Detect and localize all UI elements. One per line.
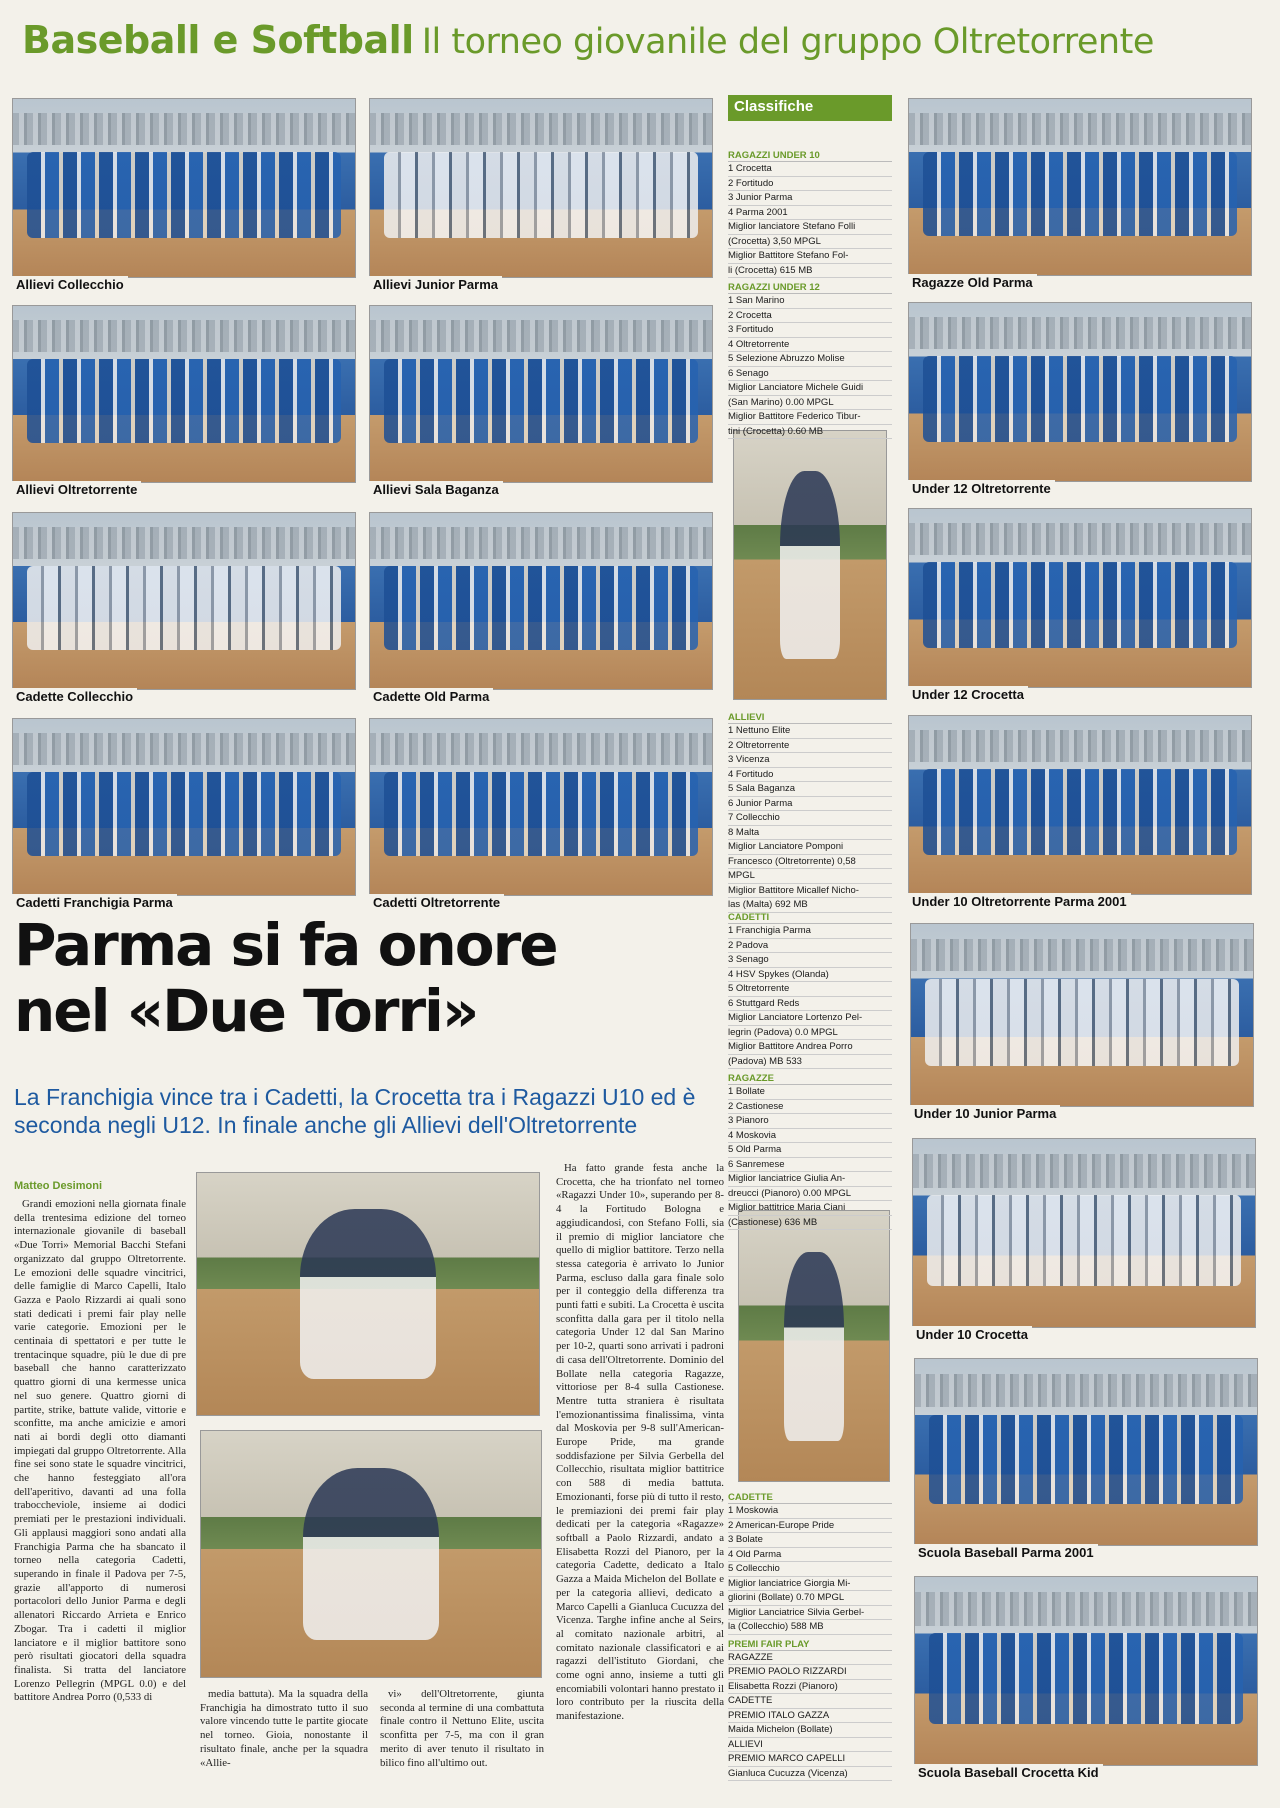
ranking-row: 4 Fortitudo [728,768,892,783]
photo-batter-swing [738,1210,890,1482]
ranking-row: 2 American-Europe Pride [728,1519,892,1534]
ranking-row: 7 Collecchio [728,811,892,826]
ranking-row: legrin (Padova) 0.0 MPGL [728,1026,892,1041]
photo-under-12-oltretorrente [908,302,1252,482]
classifiche-panel [728,95,892,121]
photo-allievi-collecchio [12,98,356,278]
caption-p15: Scuola Baseball Parma 2001 [914,1544,1098,1561]
photo-under-12-crocetta [908,508,1252,688]
header-title-bold: Baseball e Softball [22,18,414,62]
ranking-row: 5 Sala Baganza [728,782,892,797]
ranking-row: 3 Junior Parma [728,191,892,206]
caption-p10: Cadetti Franchigia Parma [12,894,177,911]
photo-ragazze-old-parma [908,98,1252,276]
ranking-row: 5 Selezione Abruzzo Molise [728,352,892,367]
photo-allievi-junior-parma [369,98,713,278]
ranking-row: 6 Junior Parma [728,797,892,812]
article-col2-text: media battuta). Ma la squadra della Franchigia ha dimostrato tutto il suo valore vincendo tutte le partite giocate nel torneo. Gioia, nonostante il risultato finale, anche per la squadra «Allie- [200,1688,368,1769]
caption-p9: Under 12 Crocetta [908,686,1028,703]
classifiche-ragazzi-u10-u12 [728,146,892,439]
ranking-row: 4 Moskovia [728,1129,892,1144]
caption-p14: Under 10 Crocetta [912,1326,1032,1343]
photo-under-10-junior-parma [910,923,1254,1107]
ranking-row: 1 Franchigia Parma [728,924,892,939]
ranking-row: (Padova) MB 533 [728,1055,892,1070]
ranking-row: 6 Stuttgard Reds [728,997,892,1012]
ranking-row: Miglior Lanciatore Michele Guidi [728,381,892,396]
classifiche-cadette-fairplay [728,1488,892,1781]
caption-p8: Cadette Old Parma [369,688,493,705]
photo-scuola-baseball-parma-2001 [914,1358,1258,1546]
photo-scuola-baseball-crocetta-kid [914,1576,1258,1766]
ranking-row: CADETTE [728,1694,892,1709]
caption-p5: Allievi Sala Baganza [369,481,503,498]
ranking-row: 6 Sanremese [728,1158,892,1173]
caption-p13: Under 10 Junior Parma [910,1105,1060,1122]
ranking-row: Miglior Battitore Stefano Fol- [728,249,892,264]
ranking-row: 3 Bolate [728,1533,892,1548]
headline-line-1: Parma si fa onore [14,911,557,979]
article-col3-text: vi» dell'Oltretorrente, giunta seconda al termine di una combattuta finale contro il Nettuno Elite, uscita sconfitta per 7-5, ma con il gran merito di aver tenuto il risultato in bilico fino all'ultimo out. [380,1688,544,1769]
caption-p11: Cadetti Oltretorrente [369,894,504,911]
caption-p2: Allievi Junior Parma [369,276,502,293]
section-ragazzi_u10: RAGAZZI UNDER 10 [728,150,892,162]
ranking-row: 5 Old Parma [728,1143,892,1158]
classifiche-allievi [728,708,892,913]
photo-cadette-collecchio [12,512,356,690]
ranking-row: 3 Vicenza [728,753,892,768]
ranking-row: Maida Michelon (Bollate) [728,1723,892,1738]
ranking-row: Elisabetta Rozzi (Pianoro) [728,1680,892,1695]
ranking-row: 1 Nettuno Elite [728,724,892,739]
ranking-row: Miglior lanciatrice Giulia An- [728,1172,892,1187]
ranking-row: 5 Oltretorrente [728,982,892,997]
article-headline [14,912,734,1044]
ranking-row: ALLIEVI [728,1738,892,1753]
ranking-row: Miglior lanciatrice Giorgia Mi- [728,1577,892,1592]
photo-play-at-base [196,1172,540,1416]
ranking-row: (Crocetta) 3,50 MPGL [728,235,892,250]
section-header [22,18,1262,78]
ranking-row: 2 Crocetta [728,309,892,324]
ranking-row: Miglior Lanciatore Lortenzo Pel- [728,1011,892,1026]
photo-batter-due-torri [733,430,887,700]
ranking-row: li (Crocetta) 615 MB [728,264,892,279]
photo-under-10-oltretorrente-parma-2001 [908,715,1252,895]
ranking-row: la (Collecchio) 588 MB [728,1620,892,1635]
section-ragazzi_u12: RAGAZZI UNDER 12 [728,282,892,294]
ranking-row: 8 Malta [728,826,892,841]
section-ragazze: RAGAZZE [728,1073,892,1085]
article-column-3 [380,1688,544,1800]
classifiche-cadetti-ragazze [728,908,892,1230]
article-column-1 [14,1198,186,1798]
ranking-row: tini (Crocetta) 0.60 MB [728,425,892,440]
article-col4-text: Ha fatto grande festa anche la Crocetta, che ha trionfato nel torneo «Ragazzi Under 10», superando per 8-4 la Fortitudo Bologna e aggiudicandosi, con Stefano Folli, sia il premio di miglior lanciatore che quello di miglior battitore. Terzo nella stessa categoria è arrivato lo Junior Parma, escluso dalla gara finale solo per il conteggio della differenza tra punti fatti e subiti. La Crocetta è uscita sconfitta dalla gara per il titolo nella categoria Under 12 dal San Marino per 10-2, quarti sono arrivati i padroni di casa dell'Oltretorrente. Dominio del Bollate nella categoria Ragazze, vittoriose per 8-4 sulla Castionese. Mentre tutta straniera è risultata l'emozionantissima finalissima, vinta dal Moskovia per 9-8 sull'American-Europe Pride, ma grande soddisfazione per Silvia Gerbella del Collecchio, risultata miglior battitrice con 588 di media battuta. Emozionanti, forse più di tutto il resto, le premiazioni dei premi fair play dedicati per la categoria «Ragazze» softball a Paolo Rizzardi, andato a Elisabetta Rozzi del Pianoro, per la categoria Cadette, dedicato a Italo Gazza a Maida Michelon del Bollate e per la categoria allievi, dedicato a Marco Capelli a Gianluca Cucuzza del Vicenza. Targhe infine anche al Seirs, al comitato nazionale arbitri, al comitato nazionale classificatori e ai ragazzi dell'istituto Giordani, che come ogni anno, insieme a tutti gli encomiabili volontari hanno prestato il loro contributo per la riuscita della manifestazione. [556,1162,724,1723]
ranking-row: Gianluca Cucuzza (Vicenza) [728,1767,892,1782]
ranking-row: Francesco (Oltretorrente) 0,58 [728,855,892,870]
ranking-row: 2 Padova [728,939,892,954]
ranking-row: 1 San Marino [728,294,892,309]
ranking-row: 1 Moskowia [728,1504,892,1519]
photo-under-10-crocetta [912,1138,1256,1328]
article-column-2 [200,1688,368,1800]
article-byline: Matteo Desimoni [14,1180,103,1192]
caption-p3: Ragazze Old Parma [908,274,1037,291]
ranking-row: PREMIO PAOLO RIZZARDI [728,1665,892,1680]
section-cadette: CADETTE [728,1492,892,1504]
ranking-row: (Castionese) 636 MB [728,1216,892,1231]
ranking-row: Miglior Battitore Andrea Porro [728,1040,892,1055]
ranking-row: 1 Bollate [728,1085,892,1100]
caption-p7: Cadette Collecchio [12,688,137,705]
section-cadetti: CADETTI [728,912,892,924]
photo-two-players [200,1430,542,1678]
ranking-row: 1 Crocetta [728,162,892,177]
headline-line-2: nel «Due Torri» [14,977,478,1045]
ranking-row: Miglior Lanciatrice Silvia Gerbel- [728,1606,892,1621]
caption-p1: Allievi Collecchio [12,276,128,293]
ranking-row: 4 Old Parma [728,1548,892,1563]
caption-p6: Under 12 Oltretorrente [908,480,1055,497]
ranking-row: 3 Senago [728,953,892,968]
ranking-row: 2 Castionese [728,1100,892,1115]
ranking-row: 4 HSV Spykes (Olanda) [728,968,892,983]
section-allievi: ALLIEVI [728,712,892,724]
ranking-row: Miglior Battitore Micallef Nicho- [728,884,892,899]
ranking-row: 2 Fortitudo [728,177,892,192]
article-column-4 [556,1162,724,1778]
ranking-row: Miglior Lanciatore Pomponi [728,840,892,855]
ranking-row: MPGL [728,869,892,884]
header-title-rest: Il torneo giovanile del gruppo Oltretorrente [421,22,1154,62]
photo-allievi-oltretorrente [12,305,356,483]
photo-cadetti-franchigia-parma [12,718,356,896]
ranking-row: PREMIO ITALO GAZZA [728,1709,892,1724]
classifiche-title: Classifiche [728,95,892,121]
ranking-row: (San Marino) 0.00 MPGL [728,396,892,411]
ranking-row: PREMIO MARCO CAPELLI [728,1752,892,1767]
ranking-row: Miglior Battitore Federico Tibur- [728,410,892,425]
ranking-row: Miglior battitrice Maria Ciani [728,1201,892,1216]
section-fair_play: PREMI FAIR PLAY [728,1639,892,1651]
ranking-row: 4 Oltretorrente [728,338,892,353]
ranking-row: 5 Collecchio [728,1562,892,1577]
ranking-row: 3 Pianoro [728,1114,892,1129]
article-col1-text: Grandi emozioni nella giornata finale della trentesima edizione del torneo internazionale giovanile di baseball «Due Torri» Memorial Bacchi Stefani organizzato dal gruppo Oltretorrente. Le emozioni delle squadre vincitrici, delle famiglie di Marco Capelli, Italo Gazza e Paolo Rizzardi ai quali sono stati dedicati i premi fair play nelle varie categorie. Emozioni per le centinaia di spettatori e per tutte le trentacinque squadre, più le due di pre baseball che hanno caratterizzato quattro giorni di una kermesse unica nel suo genere. Quattro giorni di partite, strike, battute valide, vittorie e sconfitte, ma anche amicizie e amori nati ai bordi degli otto diamanti impiegati dal gruppo Oltretorrente. Alla fine sei sono state le squadre vincitrici, che hanno festeggiato all'ora dell'aperitivo, davanti ad una folla traboccheviole, insieme ai dodici premiati per le prestazioni individuali. Gli applausi maggiori sono andati alla Franchigia Parma che ha sbancato il torneo nella categoria Cadetti, superando in finale il Padova per 7-5, grazie all'apporto di numerosi portacolori dello Junior Parma e degli allenatori Riccardo Arrieta e Enrico Zbogar. Tra i cadetti il miglior lanciatore e il miglior battitore sono però risultati giocatori della squadra finalista. Si tratta del lanciatore Lorenzo Pellegrin (MPGL 0.0) e del battitore Andrea Porro (0,533 di [14,1198,186,1704]
caption-p4: Allievi Oltretorrente [12,481,141,498]
ranking-row: las (Malta) 692 MB [728,898,892,913]
photo-cadetti-oltretorrente [369,718,713,896]
ranking-row: dreucci (Pianoro) 0.00 MPGL [728,1187,892,1202]
ranking-row: 6 Senago [728,367,892,382]
caption-p16: Scuola Baseball Crocetta Kid [914,1764,1103,1781]
caption-p12: Under 10 Oltretorrente Parma 2001 [908,893,1131,910]
ranking-row: 4 Parma 2001 [728,206,892,221]
ranking-row: Miglior lanciatore Stefano Folli [728,220,892,235]
photo-cadette-old-parma [369,512,713,690]
article-subtitle: La Franchigia vince tra i Cadetti, la Crocetta tra i Ragazzi U10 ed è seconda negli U12. In finale anche gli Allievi dell'Oltretorrente [14,1084,696,1138]
ranking-row: 2 Oltretorrente [728,739,892,754]
photo-allievi-sala-baganza [369,305,713,483]
ranking-row: gliorini (Bollate) 0.70 MPGL [728,1591,892,1606]
ranking-row: 3 Fortitudo [728,323,892,338]
ranking-row: RAGAZZE [728,1651,892,1666]
